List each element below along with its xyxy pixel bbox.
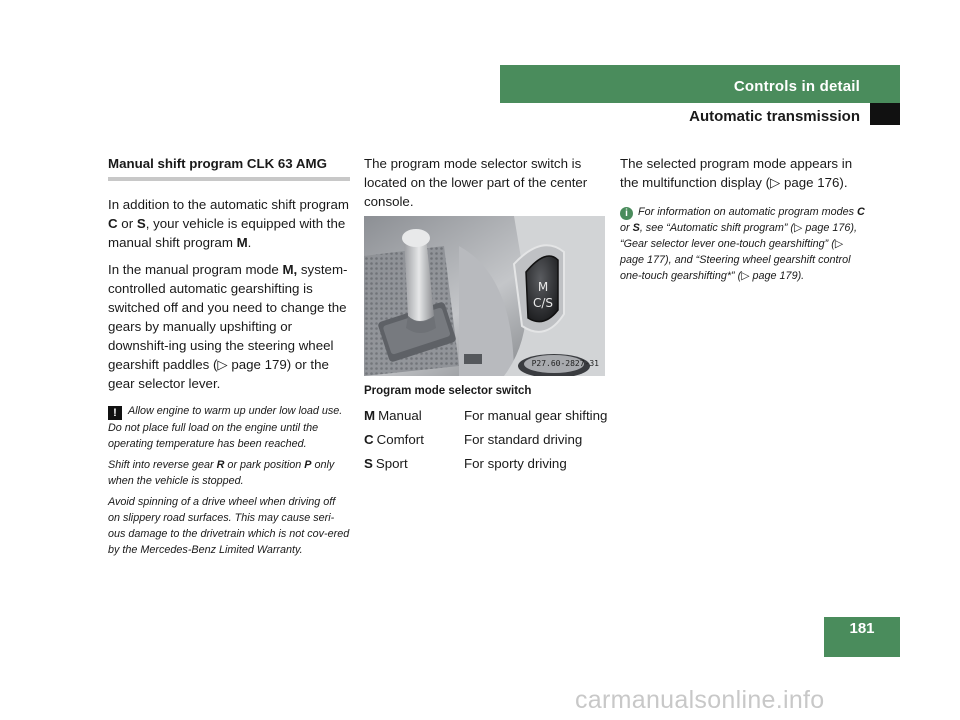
mode-key: M — [364, 408, 376, 423]
mode-table — [364, 406, 607, 478]
gear-p: P — [304, 459, 312, 471]
mode-c: C — [108, 216, 118, 231]
button-label-m: M — [537, 280, 549, 294]
page-ref-arrow-icon: ▷ — [770, 175, 781, 190]
column-right — [620, 154, 870, 284]
warning-box — [108, 403, 350, 558]
text: The selected program mode appears in the multifunction display ( — [620, 156, 853, 190]
button-label-cs: C/S — [532, 296, 554, 310]
paragraph-display — [620, 154, 870, 192]
mode-name: Manual — [378, 408, 422, 423]
mode-key-cell — [364, 406, 464, 430]
mode-key: C — [364, 432, 374, 447]
table-row — [364, 430, 607, 454]
mode-s: S — [136, 216, 146, 231]
text: , see “Automatic shift program” (▷ page 176), “Gear selector lever one-touch gearshifting” (▷ page 177), and “Steering wheel gearshift control one-touch gearshifting*” (▷ page 179). — [620, 222, 857, 282]
mode-desc: For sporty driving — [464, 456, 567, 471]
text: In addition to the automatic shift program — [108, 197, 349, 212]
info-note — [620, 204, 870, 284]
mode-m: M — [236, 235, 248, 250]
text: or — [117, 216, 137, 231]
subsection-title: Automatic transmission — [689, 108, 860, 125]
console-illustration — [364, 216, 605, 376]
paragraph-intro — [108, 195, 350, 252]
page-ref-arrow-icon: ▷ — [217, 357, 228, 372]
page-number: 181 — [849, 620, 875, 637]
text: system-controlled automatic gearshifting is switched off and you need to change the gears by manually upshifting or downshift-ing using the steering wheel gearshift paddles ( — [108, 262, 348, 372]
mode-m: M, — [282, 262, 298, 277]
text: page 179) or the gear selector lever. — [108, 357, 329, 391]
watermark: carmanualsonline.info — [575, 686, 825, 714]
text: or — [620, 222, 633, 234]
text: only when the vehicle is stopped. — [108, 459, 335, 487]
table-row — [364, 454, 607, 478]
mode-key-cell — [364, 454, 464, 478]
photo-code: P27.60-2827-31 — [531, 359, 599, 368]
mode-key-cell — [364, 430, 464, 454]
table-row — [364, 406, 607, 430]
mode-desc: For manual gear shifting — [464, 408, 608, 423]
text: Allow engine to warm up under low load use. Do not place full load on the engine until the operating temperature has been reached. — [108, 405, 343, 450]
warning-p2 — [108, 457, 350, 489]
mode-s: S — [632, 222, 640, 234]
heading-rule — [108, 177, 350, 181]
paragraph-manual-mode — [108, 260, 350, 393]
mode-name: Comfort — [376, 432, 424, 447]
text: , your vehicle is equipped with the manual shift program — [108, 216, 346, 250]
info-icon: i — [620, 207, 633, 220]
column-left — [108, 154, 350, 563]
warning-p1 — [108, 403, 350, 452]
text: In the manual program mode — [108, 262, 283, 277]
mode-desc: For standard driving — [464, 432, 583, 447]
console-photo — [364, 216, 605, 376]
warning-icon: ! — [108, 406, 122, 420]
text: page 176). — [780, 175, 848, 190]
section-title: Controls in detail — [733, 78, 860, 95]
section-marker-tab — [870, 103, 900, 125]
mode-key: S — [364, 456, 373, 471]
paragraph-location: The program mode selector switch is located on the lower part of the center console. — [364, 156, 588, 209]
section-heading: Manual shift program CLK 63 AMG — [108, 156, 327, 171]
text: Shift into reverse gear — [108, 459, 217, 471]
mode-c: C — [857, 206, 865, 218]
text: For information on automatic program modes — [638, 206, 858, 218]
photo-caption: Program mode selector switch — [364, 385, 532, 397]
mode-name: Sport — [375, 456, 408, 471]
column-middle — [364, 154, 609, 478]
text: . — [247, 235, 252, 250]
gear-r: R — [216, 459, 225, 471]
warning-p3: Avoid spinning of a drive wheel when driving off on slippery road surfaces. This may cause seri-ous damage to the drivetrain which is not cov-ered by the Mercedes-Benz Limited Warranty. — [108, 496, 350, 556]
text: or park position — [224, 459, 305, 471]
